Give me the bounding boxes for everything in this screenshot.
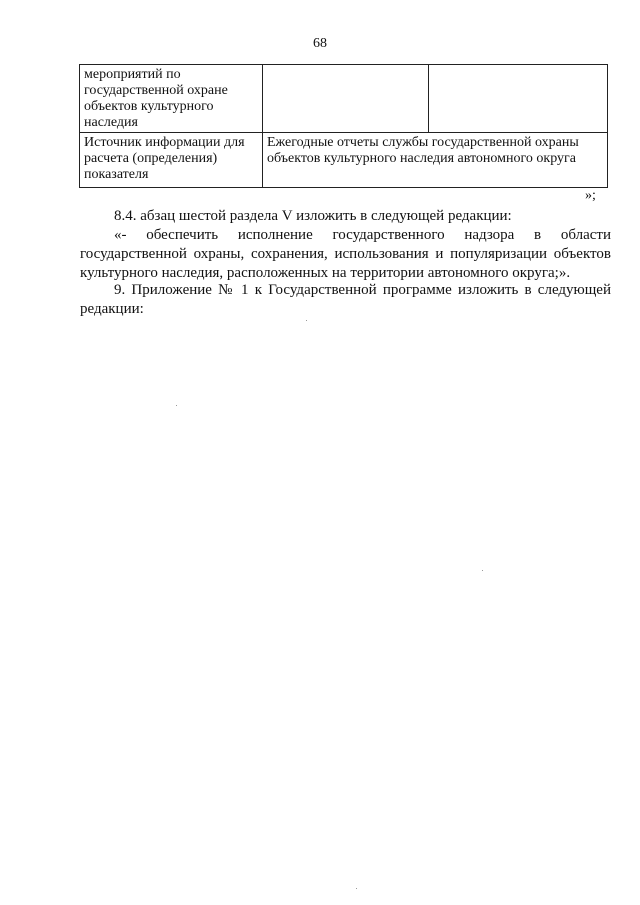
table-cell-label: мероприятий по государственной охране объектов культурного наследия <box>80 65 263 133</box>
indicator-table <box>79 64 608 188</box>
paragraph-8-4: 8.4. абзац шестой раздела V изложить в следующей редакции: <box>114 208 512 224</box>
scan-speck <box>176 405 177 406</box>
page-number: 68 <box>313 36 327 51</box>
table-row <box>80 65 608 133</box>
table-row <box>80 133 608 188</box>
table-cell-value: Ежегодные отчеты службы государственной охраны объектов культурного наследия автономного округа <box>263 133 608 188</box>
scan-speck <box>482 570 483 571</box>
table-cell-empty <box>429 65 608 133</box>
scan-speck <box>356 888 357 889</box>
scan-speck <box>306 320 307 321</box>
paragraph-quote: «- обеспечить исполнение государственного надзора в области государственной охраны, сохранения, использования и популяризации объектов культурного наследия, расположенных на территории автономного округа;». <box>80 227 611 281</box>
table-cell-empty <box>263 65 429 133</box>
paragraph-9: 9. Приложение № 1 к Государственной программе изложить в следующей редакции: <box>80 282 611 317</box>
closing-quote: »; <box>585 188 596 203</box>
table-cell-label: Источник информации для расчета (определения) показателя <box>80 133 263 188</box>
